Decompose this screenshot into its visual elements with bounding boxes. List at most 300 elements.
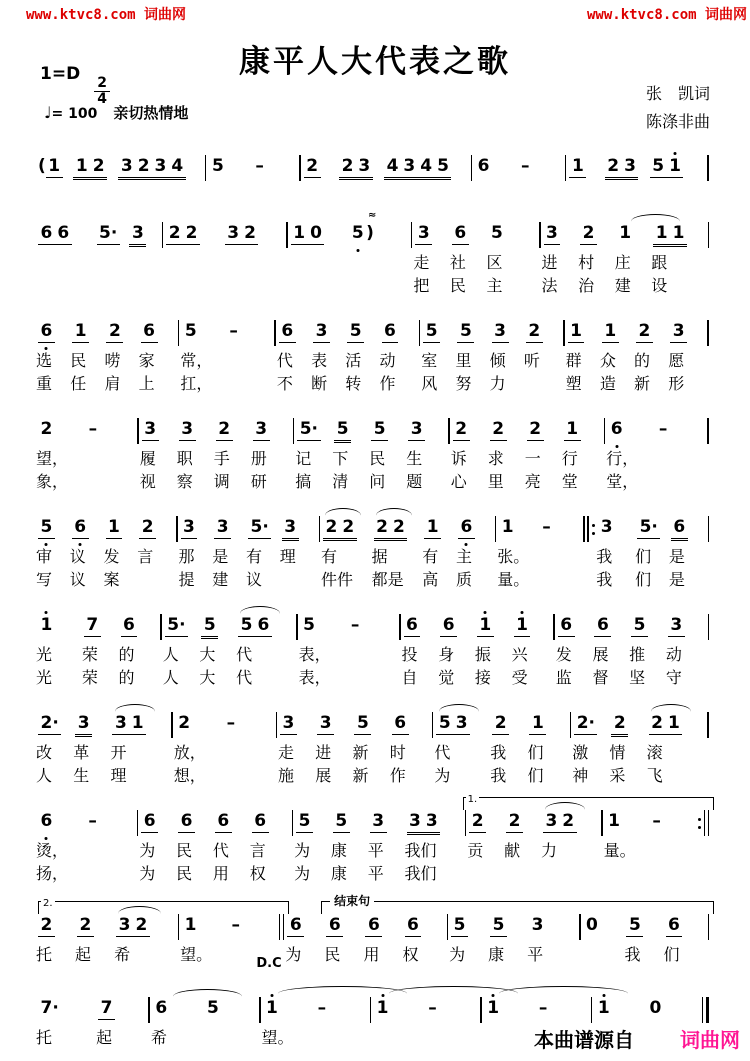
note-group	[451, 916, 468, 935]
lyric-line1: 行	[561, 449, 578, 468]
lyric-line1: 放，	[173, 743, 206, 762]
beam-underline	[653, 224, 687, 245]
note-figures	[519, 155, 533, 181]
note-figures	[529, 914, 546, 940]
beam-underline	[529, 714, 546, 735]
bar-stroke	[539, 222, 541, 248]
note-group	[405, 916, 422, 935]
lyric-line2: 任	[70, 374, 87, 393]
volta-label: 结束句	[330, 895, 374, 907]
note-digit	[440, 616, 457, 635]
note-cell	[73, 155, 118, 181]
lyric-line1: 进	[315, 743, 332, 762]
note-figures	[529, 712, 546, 738]
note-group	[181, 518, 198, 537]
lyric-line2: 神	[572, 766, 589, 785]
beam-underline	[452, 224, 469, 245]
lyric-line1: 希	[150, 1028, 167, 1047]
beam-underline	[139, 518, 156, 539]
lyric-line1: 为	[449, 945, 466, 964]
note-digit	[38, 518, 55, 537]
octave-dot-low	[356, 249, 359, 252]
score-element	[592, 532, 595, 535]
note-glyph: 4	[386, 156, 399, 176]
note-cell	[304, 155, 339, 181]
note-digit	[153, 999, 170, 1018]
note-cell	[227, 320, 271, 395]
note-group	[365, 916, 382, 935]
beam-underline	[38, 224, 72, 245]
note-cell	[248, 516, 282, 591]
note-glyph: 5	[211, 156, 224, 176]
note-figures	[179, 418, 196, 444]
note-figures	[215, 810, 232, 836]
note-glyph: 3	[216, 517, 229, 537]
note-figures	[182, 914, 199, 940]
note-group	[469, 812, 486, 831]
barline	[570, 712, 572, 738]
lyric-line1: 平	[527, 945, 544, 964]
note-glyph: 5·	[99, 223, 118, 243]
note-digit	[253, 420, 270, 439]
bar-stroke	[319, 516, 321, 542]
note-cell	[490, 914, 529, 966]
note-glyph: –	[88, 419, 98, 439]
lyric-line1: 望，	[36, 449, 69, 468]
lyric-line2: 质	[456, 570, 473, 589]
lyric-line1: 情	[609, 743, 626, 762]
note-glyph: 1	[108, 517, 120, 537]
lyric-line1: 求	[487, 449, 504, 468]
beam-underline	[116, 916, 150, 937]
lyric-line2: 们	[527, 766, 544, 785]
lyric-line2: 问	[369, 472, 386, 491]
note-glyph: 6	[454, 223, 467, 243]
note-digit	[340, 518, 357, 537]
note-figures	[649, 712, 683, 738]
lyric-line1: 手	[213, 449, 230, 468]
barline	[205, 155, 207, 181]
bar-stroke	[448, 418, 450, 444]
note-group	[86, 812, 100, 831]
note-cell	[663, 914, 705, 966]
note-group	[370, 812, 387, 831]
note-cell	[280, 712, 317, 787]
note-cell	[261, 997, 316, 1049]
volta-bracket	[463, 794, 714, 810]
note-figures	[631, 614, 648, 640]
note-figures	[165, 614, 188, 640]
barline	[471, 155, 473, 181]
lyric-line2: 力	[489, 374, 506, 393]
note-figures	[304, 155, 321, 181]
note-glyph: 3	[494, 321, 506, 341]
note-group	[436, 714, 470, 733]
note-cell	[594, 614, 631, 689]
note-group	[334, 420, 351, 439]
beam-underline	[253, 420, 270, 441]
note-figures	[451, 914, 468, 940]
bar-stroke	[283, 914, 285, 940]
bar-stroke	[178, 914, 180, 940]
note-figures	[536, 997, 550, 1023]
note-group	[296, 812, 313, 831]
repeat-dots	[591, 516, 595, 542]
bar-stroke	[292, 810, 294, 836]
note-group	[287, 916, 304, 935]
note-figures	[452, 222, 469, 248]
lyric-line1: 是	[212, 547, 229, 566]
note-figures	[475, 155, 492, 181]
note-cell	[213, 418, 253, 493]
bar-stroke	[707, 155, 709, 181]
note-group	[382, 322, 399, 341]
note-digit	[106, 518, 123, 537]
barline	[160, 614, 162, 640]
note-glyph: 6	[367, 915, 380, 935]
octave-dot-high	[521, 611, 524, 614]
note-glyph: 6	[40, 223, 53, 243]
notes-row	[38, 516, 712, 591]
note-cell	[298, 614, 349, 689]
lyric-line2: 研	[250, 472, 267, 491]
barline	[448, 418, 450, 444]
note-cell	[323, 516, 374, 591]
note-cell	[584, 914, 627, 966]
note-digit	[435, 157, 452, 176]
note-group	[453, 420, 470, 439]
note-group	[558, 616, 575, 635]
note-digit	[209, 157, 226, 176]
note-digit	[86, 420, 100, 439]
lyric-line2: 是	[668, 570, 685, 589]
barline	[539, 222, 541, 248]
note-cell	[457, 320, 491, 395]
lyric-line2: 飞	[646, 766, 663, 785]
note-glyph: 3	[315, 321, 328, 341]
note-digit	[423, 812, 440, 831]
lyric-line2: 守	[665, 668, 682, 687]
note-cell	[250, 418, 290, 493]
note-glyph: 1	[40, 615, 53, 635]
note-digit	[415, 224, 432, 243]
lyric-line1: 我	[596, 547, 613, 566]
note-cell	[176, 418, 216, 493]
note-cell	[489, 320, 526, 395]
note-group	[129, 224, 146, 243]
note-digit	[169, 157, 186, 176]
note-glyph: 4	[420, 156, 433, 176]
note-digit	[426, 999, 440, 1018]
lyric-line2: 形	[668, 374, 685, 393]
composer-credit: 陈涤非曲	[645, 112, 710, 131]
beam-underline	[297, 420, 320, 441]
note-group	[477, 616, 494, 635]
bar-stroke	[137, 418, 139, 444]
note-group	[564, 420, 581, 439]
note-figures	[543, 810, 577, 836]
note-glyph: –	[226, 713, 236, 733]
note-cell	[297, 418, 334, 493]
note-digit	[469, 812, 486, 831]
beam-underline	[407, 812, 441, 833]
lyric-line1: 们	[663, 945, 680, 964]
note-digit	[405, 916, 422, 935]
meter-numerator: 2	[94, 76, 110, 92]
note-group	[580, 224, 597, 243]
beam-underline	[354, 714, 371, 735]
bar-stroke	[171, 712, 173, 738]
note-digit	[72, 322, 89, 341]
note-glyph: 5	[652, 156, 665, 176]
lyric-line2: 努	[455, 374, 472, 393]
lyric-line1: 据	[371, 547, 388, 566]
note-digit	[540, 518, 554, 537]
barline	[604, 418, 606, 444]
note-cell	[182, 320, 226, 395]
note-glyph: 6	[407, 915, 419, 935]
note-digit	[225, 224, 242, 243]
note-glyph: 5	[184, 321, 197, 341]
note-digit	[374, 999, 391, 1018]
lyric-line2: 题	[406, 472, 423, 491]
note-cell	[97, 222, 130, 297]
barline	[137, 418, 139, 444]
note-digit	[384, 157, 401, 176]
note-group	[38, 420, 55, 439]
note-cell	[38, 914, 77, 966]
note-figures	[499, 516, 516, 542]
note-digit	[133, 916, 150, 935]
note-group	[540, 518, 554, 537]
lyric-line2: 里	[487, 472, 504, 491]
note-glyph: 3	[319, 713, 332, 733]
note-glyph: 2	[306, 156, 319, 176]
note-figures	[315, 997, 329, 1023]
note-figures	[594, 614, 611, 640]
note-cell	[653, 222, 704, 297]
lyric-line2: 建	[212, 570, 229, 589]
note-digit	[390, 518, 407, 537]
expression-text: 亲切热情地	[113, 104, 189, 122]
note-glyph: 5	[40, 517, 53, 537]
lyric-line2: 我们	[404, 864, 437, 883]
note-group	[121, 616, 138, 635]
note-group	[529, 916, 546, 935]
lyric-line1: 光	[36, 645, 53, 664]
note-figures	[374, 997, 391, 1023]
barline	[465, 810, 467, 836]
note-figures	[38, 614, 55, 640]
lyric-line1: 选	[36, 351, 53, 370]
barline	[171, 712, 173, 738]
beam-underline	[574, 714, 597, 735]
lyric-line1: 人	[162, 645, 179, 664]
note-figures	[626, 914, 643, 940]
beam-underline	[326, 916, 343, 937]
note-digit	[392, 714, 409, 733]
note-digit	[97, 224, 120, 243]
bar-stroke	[276, 712, 278, 738]
close-paren: )	[366, 223, 374, 243]
beam-underline	[287, 916, 304, 937]
note-figures	[527, 418, 544, 444]
note-cell	[458, 516, 492, 591]
note-cell	[75, 712, 112, 787]
note-digit	[182, 916, 199, 935]
note-glyph: 2·	[40, 713, 59, 733]
note-cell	[291, 222, 350, 297]
note-group	[404, 616, 421, 635]
note-figures	[650, 810, 664, 836]
note-figures	[141, 320, 158, 346]
lyric-line2: 调	[213, 472, 230, 491]
beam-underline	[594, 616, 611, 637]
note-group	[415, 224, 432, 243]
beam-underline	[106, 322, 123, 343]
note-glyph: 1	[571, 156, 584, 176]
note-glyph: 5·	[639, 517, 658, 537]
note-cell	[408, 418, 445, 493]
lyric-line1: 表，	[298, 645, 331, 664]
note-group	[374, 999, 391, 1018]
note-cell	[529, 712, 566, 787]
note-glyph: 3	[181, 419, 194, 439]
note-digit	[490, 916, 507, 935]
note-glyph: 3	[455, 713, 468, 733]
note-glyph: 2	[92, 156, 105, 176]
note-figures	[668, 614, 685, 640]
note-glyph: 2	[562, 811, 575, 831]
notes-row	[36, 914, 712, 971]
note-digit	[665, 714, 682, 733]
lyric-line2: 想，	[173, 766, 206, 785]
beam-underline	[280, 714, 297, 735]
bar-stroke	[601, 810, 603, 836]
note-figures	[229, 914, 243, 940]
lyric-line1: 有	[422, 547, 439, 566]
beam-underline	[650, 157, 684, 178]
note-figures	[141, 810, 158, 836]
lyric-line2: 件件	[321, 570, 354, 589]
note-figures	[595, 997, 612, 1023]
note-digit	[182, 322, 199, 341]
lyric-line1: 起	[96, 1028, 113, 1047]
note-group	[182, 322, 199, 341]
beam-underline	[201, 616, 218, 639]
beam-underline	[527, 420, 544, 441]
beam-underline	[215, 812, 232, 833]
note-figures	[606, 810, 623, 836]
lyric-line1: 家	[138, 351, 155, 370]
lyric-line1: 民	[324, 945, 341, 964]
lyric-line1: 那	[178, 547, 195, 566]
note-glyph: –	[658, 419, 668, 439]
beam-underline	[564, 420, 581, 441]
lyric-line1: 跟	[651, 253, 668, 272]
note-figures	[436, 712, 470, 738]
note-group	[526, 322, 543, 341]
score-element	[592, 524, 595, 527]
note-figures	[178, 810, 195, 836]
note-digit	[544, 224, 561, 243]
note-figures	[617, 222, 634, 248]
lyric-line1: 我	[624, 945, 641, 964]
beam-underline	[142, 420, 159, 441]
note-glyph: 6	[328, 915, 341, 935]
note-figures	[116, 914, 150, 940]
octave-dot-low	[79, 543, 82, 546]
note-figures	[580, 222, 597, 248]
ending-phrase-bracket	[321, 894, 714, 914]
lyric-line1: 活	[345, 351, 362, 370]
lyric-line2: 新	[352, 766, 369, 785]
note-figures	[38, 712, 61, 738]
note-digit	[671, 518, 688, 537]
note-figures	[118, 155, 185, 181]
note-group	[348, 616, 362, 635]
beam-underline	[118, 157, 185, 180]
note-glyph: 2	[455, 419, 468, 439]
beam-underline	[73, 157, 107, 180]
note-figures	[253, 155, 267, 181]
note-digit	[142, 420, 159, 439]
note-figures	[38, 418, 55, 444]
note-figures	[280, 712, 297, 738]
note-group	[458, 518, 475, 537]
note-digit	[650, 812, 664, 831]
note-figures	[38, 222, 72, 248]
note-cell	[38, 712, 75, 787]
note-group	[97, 224, 120, 243]
beam-underline	[279, 322, 296, 343]
note-group	[670, 322, 687, 341]
lyric-line2: 案	[103, 570, 120, 589]
note-figures	[348, 614, 362, 640]
note-group	[631, 616, 648, 635]
lyric-line2: 光	[36, 668, 53, 687]
note-cell	[238, 614, 293, 689]
note-figures	[382, 320, 399, 346]
lyric-line1: 有	[321, 547, 338, 566]
key-signature: 1=D	[40, 64, 81, 84]
lyric-line2: 察	[176, 472, 193, 491]
lyric-line2: 的	[118, 668, 135, 687]
lyric-line1: 主	[456, 547, 473, 566]
barline	[274, 320, 276, 346]
note-figures	[598, 516, 615, 542]
note-glyph: 3	[131, 223, 144, 243]
note-group	[650, 157, 684, 176]
volta-label: 2.	[43, 898, 53, 909]
note-digit	[315, 999, 329, 1018]
lyric-line1: 记	[295, 449, 312, 468]
notes-row	[38, 712, 712, 787]
lyric-line1: 一	[524, 449, 541, 468]
beam-underline	[506, 812, 523, 833]
lyric-line1: 推	[629, 645, 646, 664]
note-glyph: 5	[356, 713, 369, 733]
note-figures	[224, 712, 238, 738]
note-digit	[287, 916, 304, 935]
beam-underline	[568, 322, 585, 343]
note-cell	[424, 516, 458, 591]
note-figures	[252, 810, 269, 836]
lyric-line1: 投	[401, 645, 418, 664]
lyric-line1: 室	[421, 351, 438, 370]
beam-underline	[347, 322, 364, 343]
barline	[399, 614, 401, 640]
